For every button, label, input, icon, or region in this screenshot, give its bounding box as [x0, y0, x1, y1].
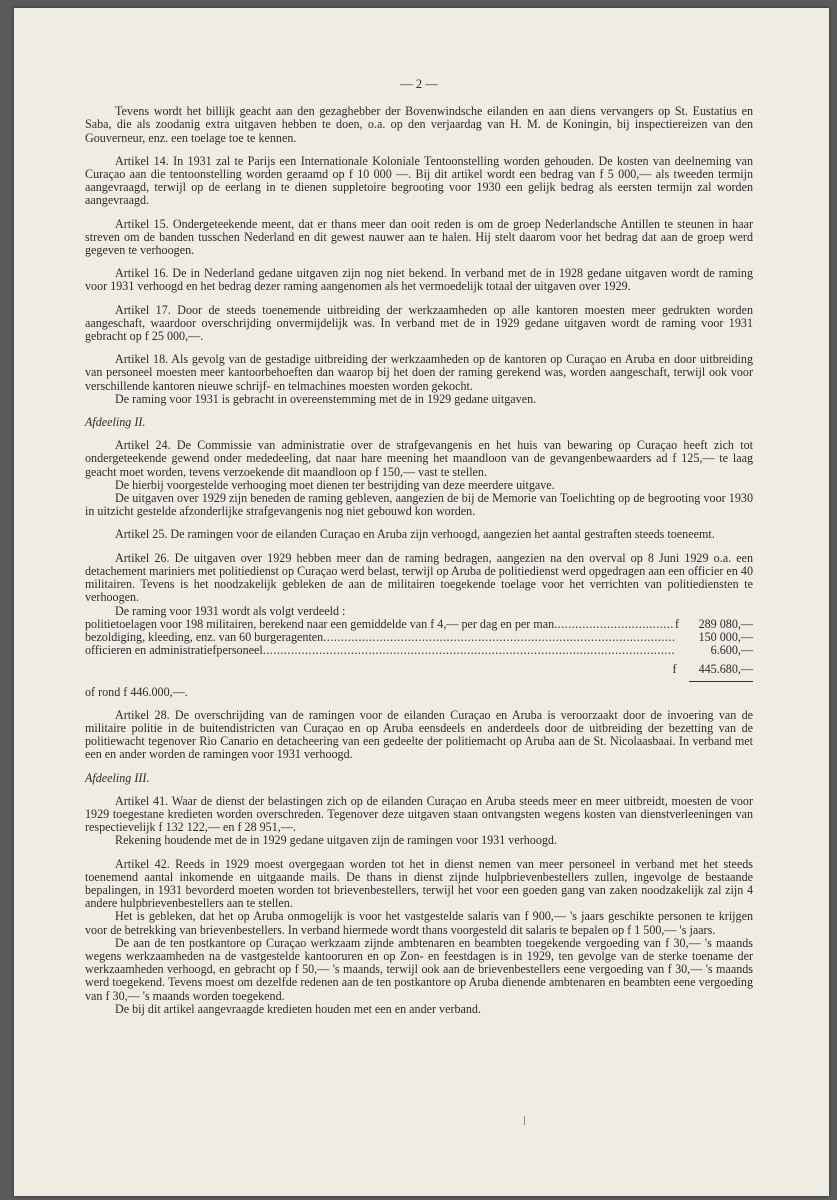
- paragraph-artikel-18: Artikel 18. Als gevolg van de gestadige uitbreiding der werkzaamheden op de kantoren op Curaçao en Aruba en door uitbreiding van personeel moesten meer kantoorbehoeften dan waarop bij het doen der raming gerekend was, worden aangeschaft, terwijl ook voor verschillende kantoren nieuwe schrijf- en telmachines moesten worden gekocht.: [85, 352, 753, 393]
- row-amount: 150 000,—: [698, 629, 753, 644]
- paragraph-artikel-15: Artikel 15. Ondergeteekende meent, dat er thans meer dan ooit reden is om de groep Nederlandsche Antillen te steunen in haar streven om de banden tusschen Nederland en dit gewest nauwer aan te halen. Hij stelt daarom voor het bedrag dat aan de groep werd gegeven te verhoogen.: [85, 216, 753, 258]
- stray-mark: [524, 1116, 525, 1125]
- paragraph-artikel-14: Artikel 14. In 1931 zal te Parijs een Internationale Koloniale Tentoonstelling worden gehouden. De kosten van deelneming van Curaçao aan die tentoonstelling worden geraamd op f 10 000 —. Bij dit artikel wordt een bedrag van f 5 000,— als tweeden termijn aangevraagd, terwijl op de eerlang in te dienen suppletoire begrooting voor 1930 een gelijk bedrag als eersten termijn zal worden aangevraagd.: [85, 153, 753, 208]
- row-amount: 289 080,—: [698, 616, 753, 631]
- paragraph-artikel-42-aruba: Het is gebleken, dat het op Aruba onmogelijk is voor het vastgestelde salaris van f 900,— 's jaars geschikte personen te krijgen voor de betrekking van brievenbestellers. In verband hiermede wordt thans voorgesteld dit salaris te bepalen op f 1 500,— 's jaars.: [85, 909, 753, 937]
- paragraph-artikel-41-rekening: Rekening houdende met de in 1929 gedane uitgaven zijn de ramingen voor 1931 verhoogd.: [115, 833, 557, 848]
- paragraph-artikel-42-vergoeding: De aan de ten postkantore op Curaçao werkzaam zijnde ambtenaren en beambten toegekende vergoeding van f 30,— 's maands wegens werkzaamheden na de vastgestelde kantooruren en op Zon- en feestdagen is in 1929, ten gevolge van de sterke toename der werkzaamheden verhoogd, en gebracht op f 50,— 's maands, terwijl ook aan de brievenbestellers eene vergoeding van f 30,— 's maands werd toegekend. Tevens moest om dezelfde redenen aan de ten postkantore op Aruba dienende ambtenaren en beambten eene vergoeding van f 30,— 's maands worden toegekend.: [85, 935, 753, 1003]
- paragraph-artikel-17: Artikel 17. Door de steeds toenemende uitbreiding der werkzaamheden op alle kantoren moesten meer gedrukten worden aangeschaft, waardoor overschrijding onvermijdelijk was. In verband met de in 1929 gedane uitgaven wordt de raming voor 1931 gebracht op f 25 000,—.: [85, 302, 753, 344]
- paragraph-artikel-42: Artikel 42. Reeds in 1929 moest overgegaan worden tot het in dienst nemen van meer personeel in verband met het steeds toenemend aantal inkomende en uitgaande mails. De thans in dienst zijnde hulpbrievenbestellers zullen, ingevolge de bestaande bepalingen, in 1931 bevorderd moeten worden tot brievenbestellers, terwijl het voor een goeden gang van zaken noodzakelijk zal zijn 4 andere hulpbrievenbestellers aan te stellen.: [85, 856, 753, 911]
- paragraph-artikel-28: Artikel 28. De overschrijding van de ramingen voor de eilanden Curaçao en Aruba is veroorzaakt door de invoering van de militaire politie in de buitendistricten van Curaçao en op Aruba eensdeels en anderdeels door de uitbreiding der bezetting van de politiewacht tegenover Rio Canario en detacheering van een gedeelte der politiemacht op Aruba aan de St. Nicolaasbaai. In verband met een en ander worden de ramingen voor 1931 verhoogd.: [85, 707, 753, 762]
- paragraph-artikel-25: Artikel 25. De ramingen voor de eilanden Curaçao en Aruba zijn verhoogd, aangezien het aantal gestraften steeds toeneemt.: [115, 527, 715, 542]
- total-rule: [689, 681, 753, 682]
- paragraph-artikel-26: Artikel 26. De uitgaven over 1929 hebben meer dan de raming bedragen, aangezien na den overval op 8 Juni 1929 o.a. een detachement mariniers met politiedienst op Curaçao werd belast, terwijl op Aruba de politiedienst werd opgedragen aan een officier en 40 militairen. Tevens is het noodzakelijk gebleken de aan de militairen toegekende toelage voor het verrichten van politiediensten te verhoogen.: [85, 550, 753, 605]
- paragraph-artikel-24-verhooging: De hierbij voorgestelde verhooging moet dienen ter bestrijding van deze meerdere uitgave.: [115, 477, 555, 492]
- heading-afdeeling-3: Afdeeling III.: [85, 770, 150, 785]
- paragraph-artikel-18-raming: De raming voor 1931 is gebracht in overeenstemming met de in 1929 gedane uitgaven.: [115, 391, 537, 406]
- paragraph-artikel-26-raming: De raming voor 1931 wordt als volgt verdeeld :: [115, 603, 346, 618]
- total-currency: f: [672, 662, 677, 677]
- paragraph-artikel-16: Artikel 16. De in Nederland gedane uitgaven zijn nog niet bekend. In verband met de in 1928 gedane uitgaven wordt de raming voor 1931 verhoogd en het bedrag dezer raming aangenomen als het vermoedelijk totaal der uitgaven over 1929.: [85, 266, 753, 294]
- document-page: [14, 8, 829, 1196]
- row-label: bezoldiging, kleeding, enz. van 60 burgeragenten: [85, 629, 324, 644]
- paragraph-artikel-24-uitgaven: De uitgaven over 1929 zijn beneden de raming gebleven, aangezien de bij de Memorie van Toelichting op de begrooting voor 1930 in uitzicht gestelde afzonderlijke strafgevangenis nog niet gebouwd kon worden.: [85, 491, 753, 519]
- page-content: [85, 78, 753, 1026]
- paragraph-artikel-24: Artikel 24. De Commissie van administratie over de strafgevangenis en het huis van bewaring op Curaçao heeft zich tot ondergeteekende gewend onder mededeeling, dat naar hare meening het maandloon van de gevangenbewaarders ad f 125,— te laag geacht moet worden, tevens verzoekende dit maandloon op f 150,— vast te stellen.: [85, 438, 753, 479]
- paragraph-artikel-42-kredieten: De bij dit artikel aangevraagde kredieten houden met een en ander verband.: [115, 1001, 482, 1016]
- budget-table: [85, 618, 753, 699]
- row-label: officieren en administratiefpersoneel: [85, 643, 263, 658]
- table-row: [85, 618, 753, 631]
- heading-afdeeling-2: Afdeeling II.: [85, 415, 146, 430]
- row-currency: f: [675, 616, 680, 631]
- table-rounded-total: of rond f 446.000,—.: [85, 684, 188, 699]
- total-amount: 445.680,—: [698, 662, 753, 677]
- row-amount: 6.600,—: [710, 643, 753, 658]
- page-number: — 2 —: [400, 77, 438, 91]
- row-label: politietoelagen voor 198 militairen, berekend naar een gemiddelde van f 4,— per dag en per man: [85, 616, 555, 631]
- table-total: [85, 663, 753, 676]
- paragraph-artikel-41: Artikel 41. Waar de dienst der belastingen zich op de eilanden Curaçao en Aruba steeds meer en meer uitbreidt, moesten de voor 1929 toegestane kredieten worden overschreden. Tegenover deze uitgaven staan ontvangsten wegens kosten van dienstverleeningen van respectievelijk f 132 122,— en f 28 951,—.: [85, 793, 753, 835]
- table-row: [85, 644, 753, 657]
- paragraph-toelage: Tevens wordt het billijk geacht aan den gezaghebber der Bovenwindsche eilanden en aan diens vervangers op St. Eustatius en Saba, die als zoodanig extra uitgaven hebben te doen, o.a. op den verjaardag van H. M. de Koningin, bij inspectiereizen van den Gouverneur, enz. een toelage toe te kennen.: [85, 104, 753, 145]
